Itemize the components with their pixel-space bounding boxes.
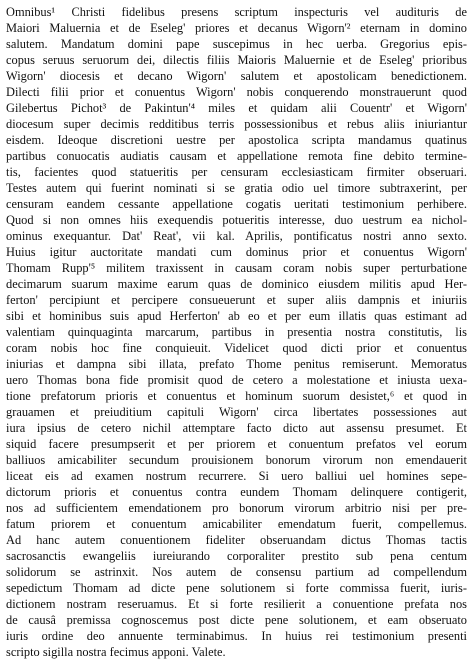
text-line: copus seruus seruorum dei, dilectis filiis Maioris Maluernie et de Eseleg' prioribus bbox=[6, 53, 467, 67]
text-line: ferton' percipiunt et percipere consueuerunt et super aliis dampnis et iniuriis bbox=[6, 293, 467, 307]
text-line: dictorum prioris et conuentus contra eundem Thomam delinquere contigerit, bbox=[6, 485, 467, 499]
text-line: balliuos amicabiliter secundum prouisionem bonorum virorum non emendauerit bbox=[6, 453, 467, 467]
text-line: Testes autem qui fuerint nominati si se gratia odio uel timore subtraxerint, per bbox=[6, 181, 467, 195]
text-line: eisdem. Ideoque discretioni uestre per apostolica scripta mandamus quatinus bbox=[6, 133, 467, 147]
text-line: sepedictum Thomam ad dicte pene solutionem si forte commissa fuerit, iuris- bbox=[6, 581, 467, 595]
text-line: iniurias et dampna sibi illata, prefato Thome penitus remiserunt. Memoratus bbox=[6, 357, 467, 371]
text-line: Wigorn' diocesis et decano Wigorn' salutem et apostolicam benedictionem. bbox=[6, 69, 467, 83]
charter-text bbox=[6, 4, 467, 660]
text-line: Huius igitur auctoritate mandati cum dominus prior et conuentus Wigorn' bbox=[6, 245, 467, 259]
text-line: ominus exequantur. Dat' Reat', vii kal. Aprilis, pontificatus nostri anno sexto. bbox=[6, 229, 467, 243]
text-line: censuram eandem cessante appellatione cogatis ueritati testimonium perhibere. bbox=[6, 197, 467, 211]
text-line: fatum priorem et conuentum amicabiliter emendatum fuerit, compellemus. bbox=[6, 517, 467, 531]
text-line: Maiori Maluernia et de Eseleg' priores et decanus Wigorn'² eternam in domino bbox=[6, 21, 467, 35]
text-line: decimarum suarum maxime earum quas de dominico eiusdem militis apud Her- bbox=[6, 277, 467, 291]
text-line: diocesum super decimis redditibus terris possessionibus et rebus aliis iniuriantur bbox=[6, 117, 467, 131]
text-line: dictionem nostram reseruamus. Et si forte resilierit a conuentione prefata nos bbox=[6, 597, 467, 611]
text-line: Omnibus¹ Christi fidelibus presens scriptum inspecturis vel audituris de bbox=[6, 5, 467, 19]
text-line: coram nobis hoc fine conquieuit. Videlicet quod dicti prior et conuentus bbox=[6, 341, 467, 355]
text-line: solidorum se astrinxit. Nos autem de consensu partium ad compellendum bbox=[6, 565, 467, 579]
text-line: de causâ premissa cognoscemus post dicte pene solutionem, et eam obseruato bbox=[6, 613, 467, 627]
text-line: Thomam Rupp'⁵ militem traxissent in causam coram nobis super perturbatione bbox=[6, 261, 467, 275]
text-line: uero Thomas bona fide promisit quod de cetero a molestatione et iniusta uexa- bbox=[6, 373, 467, 387]
text-line: iura ipsius de cetero nichil attemptare facto dicto aut assensu presumet. Et bbox=[6, 421, 467, 435]
text-line: partibus conuocatis audiatis causam et appellatione remota fine debito termine- bbox=[6, 149, 467, 163]
text-line: Quod si non omnes hiis exequendis potueritis interesse, duo uestrum ea nichol- bbox=[6, 213, 467, 227]
text-line: siquid facere presumpserit et per priorem et conuentum prefatos vel eorum bbox=[6, 437, 467, 451]
text-line: Gilebertus Pichot³ de Pakintun'⁴ miles et quidam alii Couentr' et Wigorn' bbox=[6, 101, 467, 115]
text-line: iuris ordine deo annuente terminabimus. In huius rei testimonium presenti bbox=[6, 629, 467, 643]
text-line: tis, facientes quod statueritis per censuram ecclesiasticam firmiter obseruari. bbox=[6, 165, 467, 179]
text-line: salutem. Mandatum domini pape suscepimus in hec uerba. Gregorius epis- bbox=[6, 37, 467, 51]
text-line: sacrosanctis ewangeliis iureiurando corporaliter prestito sub pena centum bbox=[6, 549, 467, 563]
text-line: grauamen et preiuditium capituli Wigorn' circa libertates possessiones aut bbox=[6, 405, 467, 419]
text-line: valentiam quinquaginta marcarum, partibus in presentia nostra constitutis, lis bbox=[6, 325, 467, 339]
text-line: sibi et hominibus suis apud Herferton' ab eo et per eum illatis quas estimant ad bbox=[6, 309, 467, 323]
text-line: liceat eis ad examen nostrum recurrere. Si uero balliui uel homines sepe- bbox=[6, 469, 467, 483]
text-line: Dilecti filii prior et conuentus Wigorn' nobis conquerendo monstrauerunt quod bbox=[6, 85, 467, 99]
text-line: scripto sigilla nostra fecimus apponi. Valete. bbox=[6, 645, 226, 659]
text-line: Ad hanc autem conuentionem fideliter obseruandam dictus Thomas tactis bbox=[6, 533, 467, 547]
text-line: tione prefatorum prioris et conuentus et hominum suorum desistet,⁶ et quod in bbox=[6, 389, 467, 403]
text-line: nos ad sufficientem emendationem pro bonorum virorum arbitrio nisi per pre- bbox=[6, 501, 467, 515]
